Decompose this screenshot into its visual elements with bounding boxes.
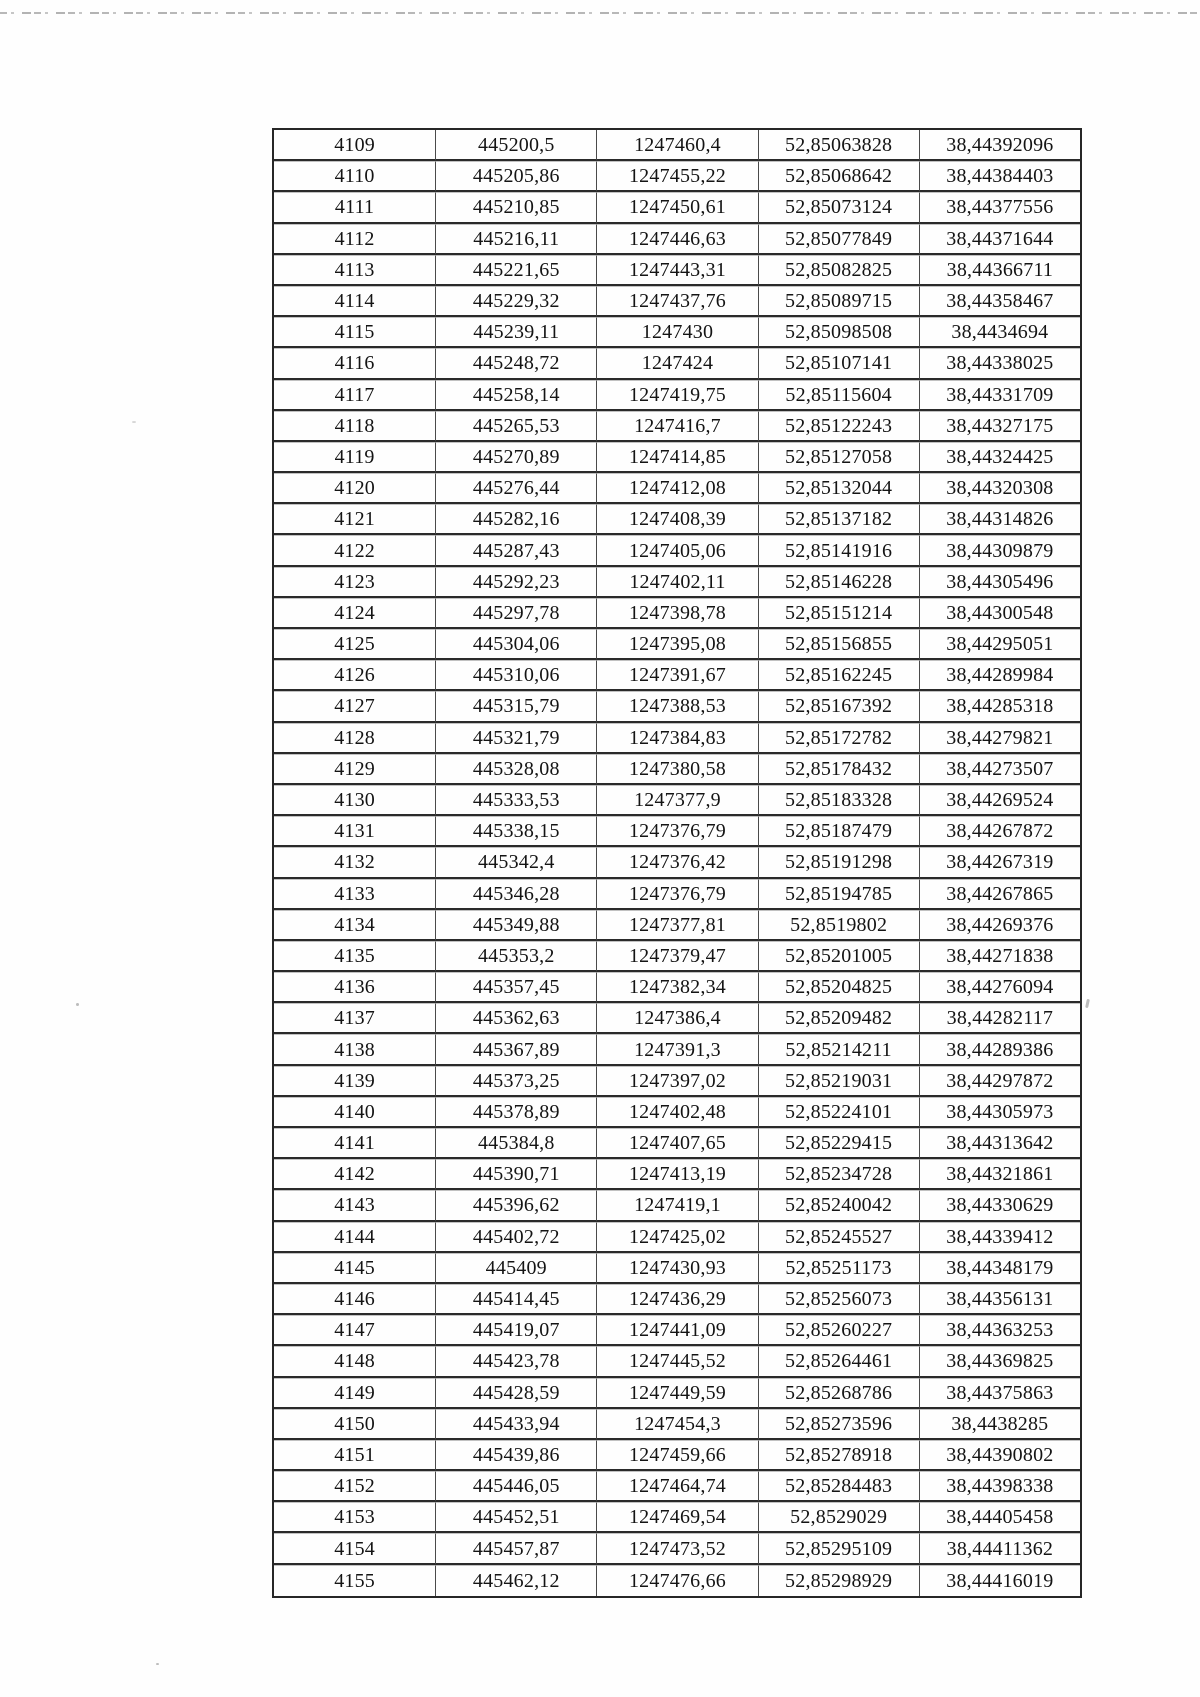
table-row: [274, 504, 1080, 535]
table-cell: 1247376,42: [596, 847, 757, 878]
table-cell: 445396,62: [435, 1190, 596, 1221]
table-row: [274, 1066, 1080, 1097]
table-row: [274, 879, 1080, 910]
table-cell: 52,85089715: [758, 286, 919, 317]
table-cell: 4129: [274, 754, 435, 785]
table-cell: 52,85268786: [758, 1378, 919, 1409]
table-cell: 445378,89: [435, 1097, 596, 1128]
scan-artifact-dotted-line: [0, 12, 1200, 14]
table-cell: 445304,06: [435, 629, 596, 660]
table-cell: 1247388,53: [596, 691, 757, 722]
table-row: [274, 598, 1080, 629]
table-cell: 52,85073124: [758, 192, 919, 223]
table-cell: 52,85068642: [758, 161, 919, 192]
table-cell: 38,44324425: [919, 442, 1080, 473]
table-cell: 445276,44: [435, 473, 596, 504]
table-cell: 445205,86: [435, 161, 596, 192]
table-cell: 1247419,75: [596, 380, 757, 411]
table-row: [274, 1409, 1080, 1440]
table-cell: 4145: [274, 1253, 435, 1284]
table-cell: 4147: [274, 1315, 435, 1346]
table-cell: 52,85172782: [758, 723, 919, 754]
table-cell: 445338,15: [435, 816, 596, 847]
table-cell: 445357,45: [435, 972, 596, 1003]
table-row: [274, 224, 1080, 255]
table-cell: 4143: [274, 1190, 435, 1221]
table-cell: 38,44267865: [919, 879, 1080, 910]
table-cell: 38,44339412: [919, 1222, 1080, 1253]
table-cell: 52,85219031: [758, 1066, 919, 1097]
table-cell: 445446,05: [435, 1471, 596, 1502]
table-cell: 445373,25: [435, 1066, 596, 1097]
table-row: [274, 535, 1080, 566]
table-cell: 38,44267872: [919, 816, 1080, 847]
table-cell: 38,44320308: [919, 473, 1080, 504]
table-cell: 1247469,54: [596, 1502, 757, 1533]
table-cell: 4113: [274, 255, 435, 286]
table-cell: 4116: [274, 348, 435, 379]
table-row: [274, 785, 1080, 816]
table-cell: 4152: [274, 1471, 435, 1502]
table-cell: 4150: [274, 1409, 435, 1440]
table-row: [274, 1284, 1080, 1315]
table-cell: 4121: [274, 504, 435, 535]
table-cell: 445310,06: [435, 660, 596, 691]
table-cell: 38,44371644: [919, 224, 1080, 255]
table-row: [274, 816, 1080, 847]
table-cell: 4142: [274, 1159, 435, 1190]
table-cell: 1247376,79: [596, 816, 757, 847]
table-cell: 4134: [274, 910, 435, 941]
table-cell: 445390,71: [435, 1159, 596, 1190]
table-cell: 445333,53: [435, 785, 596, 816]
table-cell: 52,85127058: [758, 442, 919, 473]
table-cell: 52,85063828: [758, 130, 919, 161]
table-cell: 52,8529029: [758, 1502, 919, 1533]
table-row: [274, 1253, 1080, 1284]
table-cell: 1247402,11: [596, 567, 757, 598]
table-cell: 1247395,08: [596, 629, 757, 660]
table-cell: 4138: [274, 1034, 435, 1065]
table-cell: 1247413,19: [596, 1159, 757, 1190]
table-cell: 1247377,81: [596, 910, 757, 941]
table-cell: 1247430,93: [596, 1253, 757, 1284]
table-cell: 445258,14: [435, 380, 596, 411]
table-cell: 1247425,02: [596, 1222, 757, 1253]
table-row: [274, 473, 1080, 504]
table-cell: 4140: [274, 1097, 435, 1128]
table-cell: 1247379,47: [596, 941, 757, 972]
table-cell: 4125: [274, 629, 435, 660]
table-cell: 38,44300548: [919, 598, 1080, 629]
table-cell: 1247405,06: [596, 535, 757, 566]
table-cell: 4128: [274, 723, 435, 754]
table-row: [274, 1502, 1080, 1533]
table-cell: 1247443,31: [596, 255, 757, 286]
table-cell: 38,44390802: [919, 1440, 1080, 1471]
table-cell: 4126: [274, 660, 435, 691]
table-cell: 52,85204825: [758, 972, 919, 1003]
table-cell: 4136: [274, 972, 435, 1003]
table-cell: 445384,8: [435, 1128, 596, 1159]
table-cell: 38,44267319: [919, 847, 1080, 878]
table-cell: 1247407,65: [596, 1128, 757, 1159]
table-row: [274, 1128, 1080, 1159]
table-cell: 4148: [274, 1346, 435, 1377]
table-cell: 4155: [274, 1565, 435, 1596]
table-row: [274, 629, 1080, 660]
table-row: [274, 380, 1080, 411]
table-cell: 52,85278918: [758, 1440, 919, 1471]
table-cell: 52,85183328: [758, 785, 919, 816]
scan-speck: [156, 1663, 159, 1665]
table-cell: 52,85115604: [758, 380, 919, 411]
table-cell: 38,44279821: [919, 723, 1080, 754]
table-cell: 38,44289984: [919, 660, 1080, 691]
table-cell: 445216,11: [435, 224, 596, 255]
table-cell: 4112: [274, 224, 435, 255]
scan-speck: [76, 1003, 79, 1006]
table-cell: 4137: [274, 1003, 435, 1034]
table-cell: 52,85209482: [758, 1003, 919, 1034]
table-cell: 52,85194785: [758, 879, 919, 910]
table-cell: 1247391,67: [596, 660, 757, 691]
table-cell: 1247419,1: [596, 1190, 757, 1221]
table-row: [274, 1190, 1080, 1221]
table-cell: 4139: [274, 1066, 435, 1097]
table-cell: 38,44375863: [919, 1378, 1080, 1409]
table-cell: 38,44398338: [919, 1471, 1080, 1502]
table-row: [274, 317, 1080, 348]
table-cell: 52,85229415: [758, 1128, 919, 1159]
table-cell: 4118: [274, 411, 435, 442]
table-row: [274, 348, 1080, 379]
table-cell: 4130: [274, 785, 435, 816]
table-cell: 38,44369825: [919, 1346, 1080, 1377]
table-cell: 52,85201005: [758, 941, 919, 972]
table-cell: 1247446,63: [596, 224, 757, 255]
table-cell: 445248,72: [435, 348, 596, 379]
table-row: [274, 1346, 1080, 1377]
table-cell: 52,85151214: [758, 598, 919, 629]
table-cell: 4114: [274, 286, 435, 317]
table-row: [274, 754, 1080, 785]
table-cell: 4111: [274, 192, 435, 223]
table-cell: 38,44377556: [919, 192, 1080, 223]
table-cell: 52,85107141: [758, 348, 919, 379]
table-cell: 52,85273596: [758, 1409, 919, 1440]
table-cell: 38,44327175: [919, 411, 1080, 442]
table-row: [274, 130, 1080, 161]
table-cell: 1247454,3: [596, 1409, 757, 1440]
table-cell: 4131: [274, 816, 435, 847]
table-cell: 38,44330629: [919, 1190, 1080, 1221]
table-row: [274, 192, 1080, 223]
table-cell: 38,4438285: [919, 1409, 1080, 1440]
table-cell: 4141: [274, 1128, 435, 1159]
table-cell: 1247424: [596, 348, 757, 379]
table-cell: 52,85098508: [758, 317, 919, 348]
table-cell: 445321,79: [435, 723, 596, 754]
scan-speck: [132, 421, 136, 423]
table-cell: 445362,63: [435, 1003, 596, 1034]
table-cell: 38,44269524: [919, 785, 1080, 816]
table-cell: 445229,32: [435, 286, 596, 317]
table-cell: 1247414,85: [596, 442, 757, 473]
table-cell: 445346,28: [435, 879, 596, 910]
table-cell: 445414,45: [435, 1284, 596, 1315]
table-row: [274, 1097, 1080, 1128]
table-cell: 52,85245527: [758, 1222, 919, 1253]
table-cell: 4154: [274, 1533, 435, 1564]
table-cell: 1247386,4: [596, 1003, 757, 1034]
table-cell: 52,85298929: [758, 1565, 919, 1596]
table-cell: 445221,65: [435, 255, 596, 286]
table-row: [274, 1003, 1080, 1034]
table-cell: 52,85224101: [758, 1097, 919, 1128]
coordinate-table-body: [274, 130, 1080, 1596]
table-cell: 52,85251173: [758, 1253, 919, 1284]
table-cell: 1247459,66: [596, 1440, 757, 1471]
table-row: [274, 411, 1080, 442]
table-cell: 38,44321861: [919, 1159, 1080, 1190]
table-cell: 38,44348179: [919, 1253, 1080, 1284]
table-cell: 4122: [274, 535, 435, 566]
table-cell: 52,85256073: [758, 1284, 919, 1315]
table-row: [274, 567, 1080, 598]
table-row: [274, 1378, 1080, 1409]
table-cell: 445328,08: [435, 754, 596, 785]
table-cell: 38,44384403: [919, 161, 1080, 192]
table-row: [274, 847, 1080, 878]
table-cell: 445292,23: [435, 567, 596, 598]
table-cell: 1247391,3: [596, 1034, 757, 1065]
table-cell: 52,85077849: [758, 224, 919, 255]
table-cell: 38,44273507: [919, 754, 1080, 785]
table-cell: 445457,87: [435, 1533, 596, 1564]
table-cell: 1247384,83: [596, 723, 757, 754]
table-cell: 445287,43: [435, 535, 596, 566]
scan-speck: [1085, 999, 1090, 1008]
table-cell: 445282,16: [435, 504, 596, 535]
table-cell: 445402,72: [435, 1222, 596, 1253]
table-cell: 52,85295109: [758, 1533, 919, 1564]
table-cell: 52,85141916: [758, 535, 919, 566]
table-cell: 52,85156855: [758, 629, 919, 660]
table-cell: 52,8519802: [758, 910, 919, 941]
table-cell: 1247408,39: [596, 504, 757, 535]
table-cell: 38,44363253: [919, 1315, 1080, 1346]
table-cell: 38,44305496: [919, 567, 1080, 598]
table-cell: 52,85187479: [758, 816, 919, 847]
table-cell: 38,44338025: [919, 348, 1080, 379]
table-cell: 38,44297872: [919, 1066, 1080, 1097]
table-cell: 1247476,66: [596, 1565, 757, 1596]
table-cell: 445439,86: [435, 1440, 596, 1471]
table-cell: 4132: [274, 847, 435, 878]
table-cell: 4135: [274, 941, 435, 972]
table-cell: 445200,5: [435, 130, 596, 161]
table-cell: 445270,89: [435, 442, 596, 473]
table-cell: 38,44269376: [919, 910, 1080, 941]
table-cell: 1247445,52: [596, 1346, 757, 1377]
table-cell: 38,44295051: [919, 629, 1080, 660]
table-cell: 38,44276094: [919, 972, 1080, 1003]
table-cell: 52,85264461: [758, 1346, 919, 1377]
table-cell: 1247377,9: [596, 785, 757, 816]
table-cell: 52,85178432: [758, 754, 919, 785]
table-cell: 52,85234728: [758, 1159, 919, 1190]
table-cell: 52,85260227: [758, 1315, 919, 1346]
table-cell: 1247464,74: [596, 1471, 757, 1502]
table-cell: 4149: [274, 1378, 435, 1409]
table-row: [274, 1565, 1080, 1596]
table-cell: 38,44282117: [919, 1003, 1080, 1034]
table-cell: 4115: [274, 317, 435, 348]
table-cell: 445423,78: [435, 1346, 596, 1377]
table-row: [274, 255, 1080, 286]
table-cell: 1247412,08: [596, 473, 757, 504]
table-cell: 52,85122243: [758, 411, 919, 442]
table-cell: 4153: [274, 1502, 435, 1533]
table-row: [274, 910, 1080, 941]
table-cell: 52,85214211: [758, 1034, 919, 1065]
table-cell: 4146: [274, 1284, 435, 1315]
table-cell: 445353,2: [435, 941, 596, 972]
table-cell: 38,44271838: [919, 941, 1080, 972]
table-cell: 38,44392096: [919, 130, 1080, 161]
table-cell: 52,85191298: [758, 847, 919, 878]
table-cell: 445433,94: [435, 1409, 596, 1440]
table-row: [274, 1222, 1080, 1253]
table-row: [274, 161, 1080, 192]
table-cell: 38,44314826: [919, 504, 1080, 535]
table-cell: 4109: [274, 130, 435, 161]
table-cell: 445342,4: [435, 847, 596, 878]
table-cell: 4133: [274, 879, 435, 910]
table-cell: 38,44331709: [919, 380, 1080, 411]
table-cell: 445349,88: [435, 910, 596, 941]
table-cell: 1247473,52: [596, 1533, 757, 1564]
table-cell: 38,44416019: [919, 1565, 1080, 1596]
table-row: [274, 286, 1080, 317]
table-row: [274, 1315, 1080, 1346]
table-cell: 445367,89: [435, 1034, 596, 1065]
table-cell: 38,44285318: [919, 691, 1080, 722]
table-cell: 38,44356131: [919, 1284, 1080, 1315]
table-cell: 52,85137182: [758, 504, 919, 535]
table-row: [274, 660, 1080, 691]
table-row: [274, 1034, 1080, 1065]
table-cell: 445462,12: [435, 1565, 596, 1596]
table-cell: 4110: [274, 161, 435, 192]
table-cell: 52,85162245: [758, 660, 919, 691]
table-cell: 38,44309879: [919, 535, 1080, 566]
table-cell: 38,44289386: [919, 1034, 1080, 1065]
table-cell: 38,44313642: [919, 1128, 1080, 1159]
table-row: [274, 442, 1080, 473]
table-cell: 445409: [435, 1253, 596, 1284]
table-cell: 38,4434694: [919, 317, 1080, 348]
table-cell: 445452,51: [435, 1502, 596, 1533]
table-cell: 1247376,79: [596, 879, 757, 910]
table-cell: 445297,78: [435, 598, 596, 629]
table-cell: 1247382,34: [596, 972, 757, 1003]
table-cell: 1247402,48: [596, 1097, 757, 1128]
table-cell: 38,44411362: [919, 1533, 1080, 1564]
table-cell: 38,44366711: [919, 255, 1080, 286]
table-cell: 445265,53: [435, 411, 596, 442]
table-cell: 1247380,58: [596, 754, 757, 785]
table-row: [274, 1159, 1080, 1190]
table-row: [274, 972, 1080, 1003]
table-cell: 52,85167392: [758, 691, 919, 722]
table-cell: 1247449,59: [596, 1378, 757, 1409]
table-cell: 52,85146228: [758, 567, 919, 598]
coordinates-table: [272, 128, 1082, 1598]
table-cell: 52,85132044: [758, 473, 919, 504]
table-cell: 4123: [274, 567, 435, 598]
table-cell: 38,44358467: [919, 286, 1080, 317]
table-cell: 1247398,78: [596, 598, 757, 629]
table-cell: 4127: [274, 691, 435, 722]
table-cell: 445315,79: [435, 691, 596, 722]
table-cell: 1247437,76: [596, 286, 757, 317]
table-cell: 52,85284483: [758, 1471, 919, 1502]
table-row: [274, 941, 1080, 972]
table-cell: 52,85082825: [758, 255, 919, 286]
table-cell: 4144: [274, 1222, 435, 1253]
table-cell: 4119: [274, 442, 435, 473]
table-cell: 445210,85: [435, 192, 596, 223]
table-cell: 4151: [274, 1440, 435, 1471]
table-row: [274, 1533, 1080, 1564]
table-cell: 52,85240042: [758, 1190, 919, 1221]
table-cell: 38,44405458: [919, 1502, 1080, 1533]
table-row: [274, 723, 1080, 754]
table-cell: 1247436,29: [596, 1284, 757, 1315]
table-cell: 1247430: [596, 317, 757, 348]
table-cell: 1247441,09: [596, 1315, 757, 1346]
table-cell: 4117: [274, 380, 435, 411]
table-cell: 445428,59: [435, 1378, 596, 1409]
table-row: [274, 1440, 1080, 1471]
table-cell: 445419,07: [435, 1315, 596, 1346]
table-cell: 1247416,7: [596, 411, 757, 442]
table-row: [274, 691, 1080, 722]
table-row: [274, 1471, 1080, 1502]
table-cell: 4124: [274, 598, 435, 629]
table-cell: 38,44305973: [919, 1097, 1080, 1128]
table-cell: 1247450,61: [596, 192, 757, 223]
table-cell: 1247455,22: [596, 161, 757, 192]
table-cell: 445239,11: [435, 317, 596, 348]
table-cell: 1247397,02: [596, 1066, 757, 1097]
table-cell: 1247460,4: [596, 130, 757, 161]
table-cell: 4120: [274, 473, 435, 504]
